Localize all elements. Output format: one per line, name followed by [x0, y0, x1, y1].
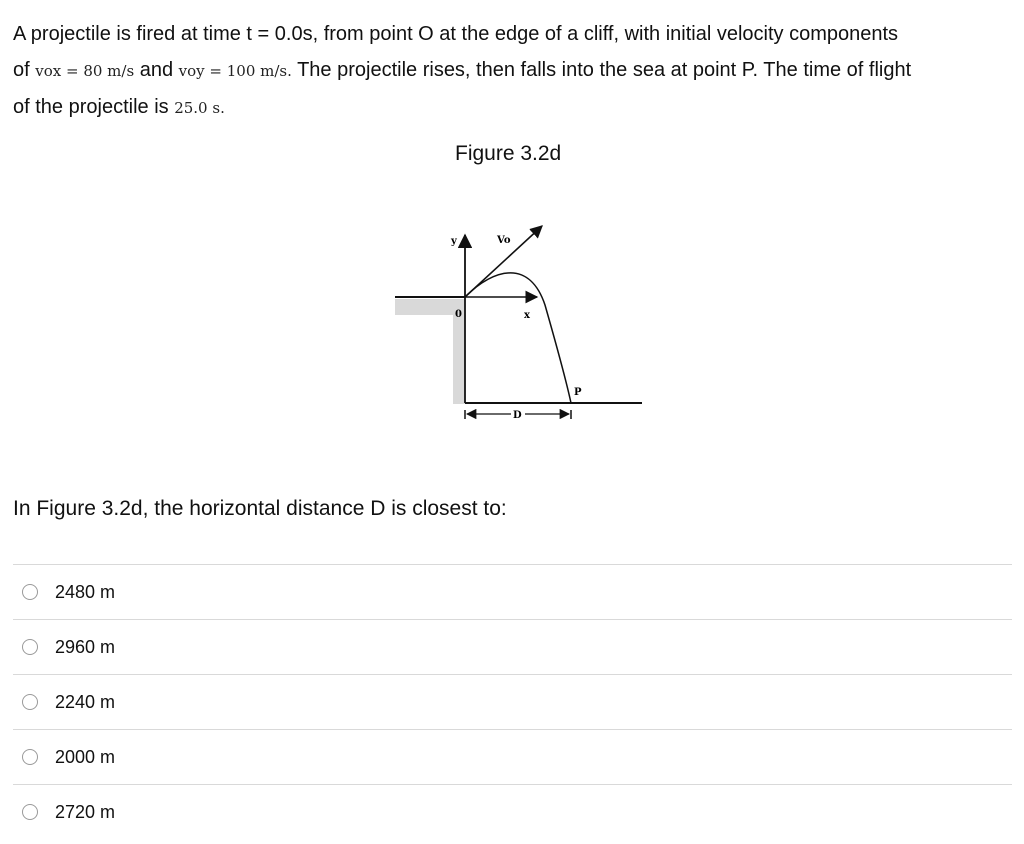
vox-value: vox = 80 m/s	[35, 62, 135, 80]
radio-button-icon[interactable]	[22, 694, 38, 710]
answer-choice-label: 2960 m	[55, 636, 116, 657]
x-axis-label: x	[524, 310, 530, 321]
answer-choice-label: 2000 m	[55, 746, 116, 767]
answer-choice-2[interactable]	[13, 619, 1012, 674]
question-line-2	[13, 52, 1013, 89]
projectile-diagram	[385, 215, 650, 430]
answer-choices	[13, 564, 1012, 839]
radio-button-icon[interactable]	[22, 804, 38, 820]
distance-label: D	[513, 410, 522, 421]
answer-choice-3[interactable]	[13, 674, 1012, 729]
voy-value: voy = 100 m/s.	[178, 62, 292, 80]
answer-choice-label: 2480 m	[55, 581, 116, 602]
projectile-figure	[385, 215, 650, 430]
radio-button-icon[interactable]	[22, 749, 38, 765]
radio-button-icon[interactable]	[22, 639, 38, 655]
question-prompt: In Figure 3.2d, the horizontal distance D is closest to:	[13, 497, 507, 520]
answer-choice-1[interactable]	[13, 564, 1012, 619]
trajectory-curve	[465, 273, 571, 403]
answer-choice-5[interactable]	[13, 784, 1012, 839]
radio-button-icon[interactable]	[22, 584, 38, 600]
origin-label: 0	[455, 309, 462, 320]
y-axis-label: y	[451, 236, 457, 247]
question-line-1: A projectile is fired at time t = 0.0s, from point O at the edge of a cliff, with initial velocity components	[13, 23, 899, 45]
question-line-2-suffix: The projectile rises, then falls into the sea at point P. The time of flight	[297, 59, 912, 81]
figure-title: Figure 3.2d	[455, 142, 562, 165]
question-line-2-mid: and	[139, 59, 174, 81]
question-line-2-prefix: of	[13, 59, 30, 81]
question-line-3	[13, 89, 1013, 126]
answer-choice-label: 2240 m	[55, 691, 116, 712]
answer-choice-label: 2720 m	[55, 801, 116, 822]
question-line-3-prefix: of the projectile is	[13, 96, 169, 118]
initial-velocity-label: Vo	[497, 235, 511, 246]
question-text	[13, 16, 1013, 126]
time-of-flight-value: 25.0 s.	[174, 99, 225, 117]
impact-point-label: P	[574, 387, 582, 398]
answer-choice-4[interactable]	[13, 729, 1012, 784]
